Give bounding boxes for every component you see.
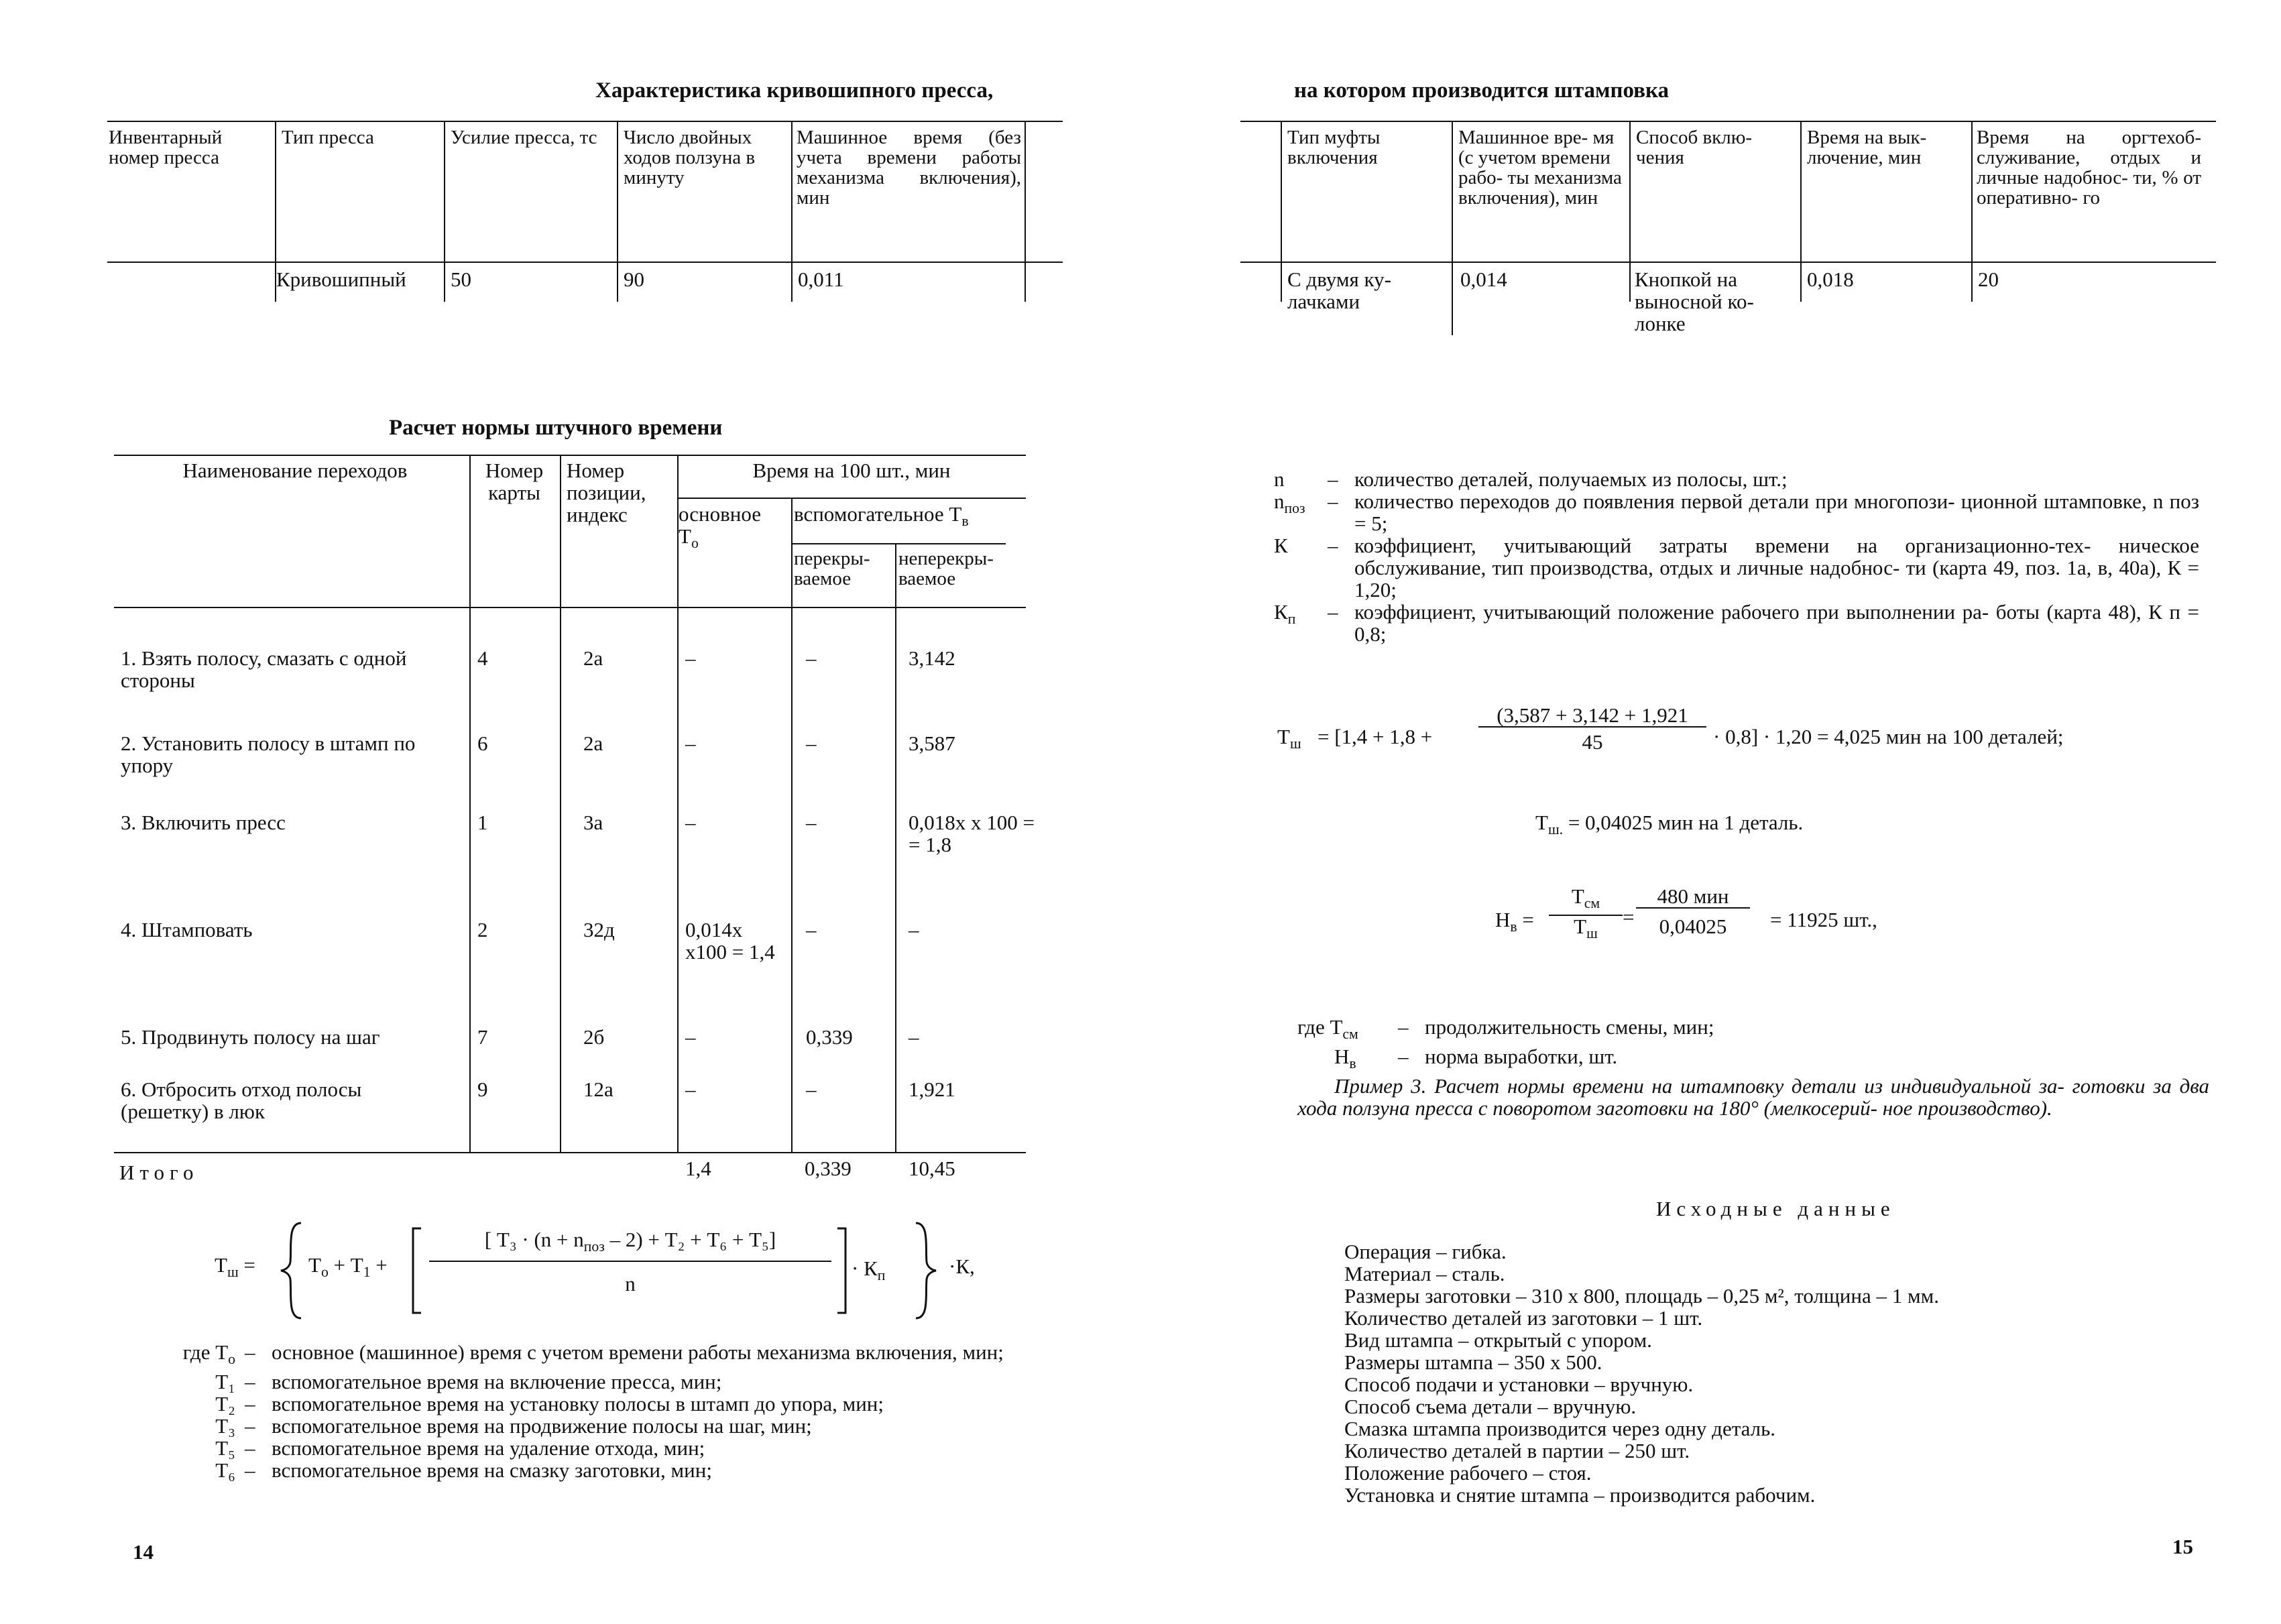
press-cell-machine-time: 0,011 — [798, 268, 844, 291]
list-item: Способ подачи и установки – вручную. — [1344, 1373, 1694, 1396]
norm-header-nonoverlap: неперекры- ваемое — [898, 548, 994, 589]
per-part-formula: $Т_{ш.} = 0,04025$ мин на 1 деталь. — [1535, 811, 1804, 838]
source-data-list — [1344, 1240, 2209, 1506]
total-label: Итого — [119, 1161, 199, 1184]
page-number-right: 15 — [2172, 1535, 2193, 1558]
total-nonoverlap: 10,45 — [909, 1157, 955, 1180]
table-row: 3. Включить пресс — [121, 811, 286, 834]
row-nonoverlap: 1,921 — [909, 1078, 955, 1101]
row-card: 2 — [477, 918, 488, 941]
bracket-left-icon — [410, 1227, 424, 1314]
row-overlap: – — [806, 1078, 817, 1101]
calc-formula: $Т_ш$ = [1,4 + 1,8 + (3,587 + 3,142 + 1,921 45 · 0,8] · 1,20 = 4,025 мин на 100 деталей; — [1277, 703, 2064, 754]
row-card: 9 — [477, 1078, 488, 1101]
row-nonoverlap: – — [909, 918, 919, 941]
row-overlap: – — [806, 811, 817, 834]
press-table-title-right: на котором производится штамповка — [1294, 78, 1669, 103]
press-header-inventory: Инвентарный номер пресса — [109, 127, 223, 168]
example-paragraph: Пример 3. Расчет нормы времени на штамповку детали из индивидуальной за- готовки за два хода ползуна пресса с поворотом заготовки на 180° (мелкосерий- ное производство). — [1297, 1074, 2210, 1120]
definitions-left: где $Т_о$ – основное (машинное) время с учетом времени работы механизма включения, мин; Т₁ – вспомогательное время на включение пресса, мин; Т₂ – вспомогательное время на установку полосы в штамп до упора, мин; Т₃ – вспомогательное время на продвижение полосы на шаг, мин; Т₅ – вспомогательное время на удаление отхода, мин; Т₆ – вспомогательное время на смазку заготовки, мин; — [182, 1340, 1004, 1483]
press-cell-clutch: С двумя ку- лачками — [1287, 268, 1391, 313]
row-main: – — [685, 1078, 696, 1101]
press-table-title-left: Характеристика кривошипного пресса, — [595, 78, 994, 103]
brace-left-icon — [278, 1220, 305, 1321]
row-main: – — [685, 1025, 696, 1049]
row-overlap: – — [806, 732, 817, 755]
output-norm-formula: $Н_в$ = $Т_{см}$ $Т_ш$ = 480 мин 0,04025 = 11925 шт., — [1495, 884, 1877, 942]
main-formula: $Т_ш$ = $Т_о + Т_1$ + [ $Т_3 \cdot (n + n_{поз} - 2) + Т_2 + Т_6 + Т_5$] n · $К_п$ ·К, — [215, 1220, 1039, 1321]
row-nonoverlap: 3,142 — [909, 646, 955, 670]
row-overlap: 0,339 — [806, 1025, 853, 1049]
definitions-right: n – количество деталей, получаемых из полосы, шт.; $n_{поз}$ – количество переходов до появления первой детали при многопози- ционной штамповке, n поз = 5; К – коэффициент, учитывающий затраты времени на организационно-тех- ническое обслуживание, тип производства, отдых и личные надобнос- ти (карта 49, поз. 1а, в, 40а), К = 1,20; $К_п$ – коэффициент, учитывающий положение рабочего при выполнении ра- боты (карта 48), К п = 0,8; — [1274, 467, 2199, 646]
press-cell-strokes: 90 — [624, 268, 644, 291]
norm-header-card: Номер карты — [485, 459, 544, 504]
press-cell-type: Кривошипный — [276, 268, 406, 291]
source-data-title: Исходные данные — [1656, 1197, 1895, 1220]
norm-header-overlap: перекры- ваемое — [794, 548, 870, 589]
row-main: 0,014x x100 = 1,4 — [685, 918, 775, 964]
table-row: 2. Установить полосу в штамп по упору — [121, 732, 416, 777]
row-main: – — [685, 811, 696, 834]
where-right: где $Т_{см}$ – продолжительность смены, мин; $Н_в$ – норма выработки, шт. Пример 3. Расчет нормы времени на штамповку детали из индивидуальной за- готовки за два хода ползуна пресса с поворотом заготовки на 180° (мелкосерий- ное производство). — [1297, 1015, 2210, 1120]
row-main: – — [685, 732, 696, 755]
press-header-machine-time-incl: Машинное вре- мя (с учетом времени рабо- ты механизма включения), мин — [1458, 127, 1622, 209]
press-header-clutch: Тип муфты включения — [1287, 127, 1381, 168]
table-row: 1. Взять полосу, смазать с одной стороны — [121, 646, 407, 692]
row-position: 3а — [583, 811, 603, 834]
row-nonoverlap: – — [909, 1025, 919, 1049]
list-item: Вид штампа – открытый с упором. — [1344, 1328, 1652, 1352]
press-cell-force: 50 — [451, 268, 471, 291]
norm-header-main: основное $Т_о$ — [679, 502, 761, 552]
row-card: 7 — [477, 1025, 488, 1049]
row-nonoverlap: 0,018x x 100 = = 1,8 — [909, 811, 1035, 856]
table-row: 4. Штамповать — [121, 918, 253, 941]
press-header-strokes: Число двойных ходов ползуна в минуту — [624, 127, 756, 188]
total-main: 1,4 — [685, 1157, 711, 1180]
list-item: Положение рабочего – стоя. — [1344, 1461, 1592, 1485]
list-item: Количество деталей из заготовки – 1 шт. — [1344, 1306, 1703, 1330]
table-row: 6. Отбросить отход полосы (решетку) в люк — [121, 1078, 362, 1123]
list-item: Операция – гибка. — [1344, 1240, 1507, 1263]
list-item: Размеры штампа – 350 x 500. — [1344, 1350, 1602, 1374]
row-overlap: – — [806, 918, 817, 941]
norm-header-time: Время на 100 шт., мин — [752, 459, 951, 482]
row-card: 4 — [477, 646, 488, 670]
row-overlap: – — [806, 646, 817, 670]
row-card: 6 — [477, 732, 488, 755]
table-row: 5. Продвинуть полосу на шаг — [121, 1025, 380, 1049]
row-position: 2б — [583, 1025, 605, 1049]
row-main: – — [685, 646, 696, 670]
list-item: Размеры заготовки – 310 x 800, площадь – 0,25 м², толщина – 1 мм. — [1344, 1284, 1939, 1308]
list-item: Материал – сталь. — [1344, 1262, 1505, 1285]
total-overlap: 0,339 — [805, 1157, 852, 1180]
list-item: Смазка штампа производится через одну деталь. — [1344, 1417, 1776, 1440]
row-position: 32д — [583, 918, 615, 941]
example-full-text: Пример 3. Расчет нормы времени на штамповку детали из индивидуальной заготовки за два хода ползуна пресса с поворотом заготовки на 180° (мелкосерийное производство). — [1297, 1596, 1348, 1597]
press-header-switch-off-time: Время на вык- лючение, мин — [1807, 127, 1927, 168]
norm-header-aux: вспомогательное $Т_в$ — [794, 502, 969, 530]
row-card: 1 — [477, 811, 488, 834]
press-header-service-time: Время на оргтехоб- служивание, отдых и личные надобнос- ти, % от оперативно- го — [1977, 127, 2201, 209]
norm-header-name: Наименование переходов — [182, 459, 408, 482]
press-header-machine-time: Машинное время (без учета времени работы механизма включения), мин — [797, 127, 1021, 209]
press-header-force: Усилие пресса, тс — [451, 127, 597, 148]
press-cell-switch-off-time: 0,018 — [1807, 268, 1854, 291]
bracket-right-icon — [835, 1227, 848, 1314]
press-cell-machine-time: 0,014 — [1460, 268, 1507, 291]
press-cell-service-time: 20 — [1978, 268, 1999, 291]
press-header-type: Тип пресса — [282, 127, 374, 148]
list-item: Количество деталей в партии – 250 шт. — [1344, 1439, 1690, 1462]
row-position: 2а — [583, 732, 603, 755]
norm-header-position: Номер позиции, индекс — [567, 459, 646, 526]
norm-table-title: Расчет нормы штучного времени — [389, 416, 723, 440]
list-item: Способ съема детали – вручную. — [1344, 1395, 1637, 1418]
page-number-left: 14 — [133, 1540, 154, 1564]
row-position: 2а — [583, 646, 603, 670]
press-header-switch-method: Способ вклю- чения — [1636, 127, 1753, 168]
list-item: Установка и снятие штампа – производится рабочим. — [1344, 1483, 1816, 1507]
row-nonoverlap: 3,587 — [909, 732, 955, 755]
press-cell-switch-method: Кнопкой на выносной ко- лонке — [1635, 268, 1754, 335]
brace-right-icon — [912, 1220, 939, 1321]
row-position: 12а — [583, 1078, 613, 1101]
